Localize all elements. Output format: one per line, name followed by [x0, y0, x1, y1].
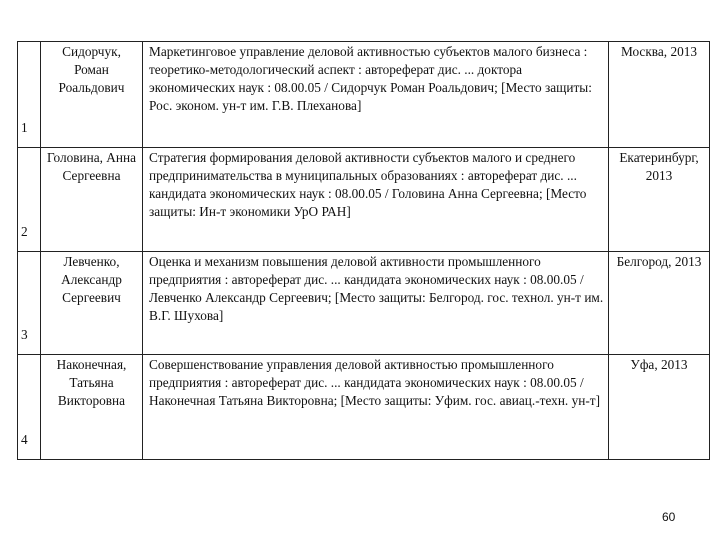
- place-year-cell: Москва, 2013: [609, 42, 710, 148]
- row-number: 2: [18, 148, 41, 252]
- title-cell: Оценка и механизм повышения деловой активности промышленного предприятия : автореферат дис. ... кандидата экономических наук : 08.00.05 / Левченко Александр Сергеевич; [Место защиты: Белгород. гос. технол. ун-т им. В.Г. Шухова]: [143, 252, 609, 355]
- title-cell: Совершенствование управления деловой активностью промышленного предприятия : автореферат дис. ... кандидата экономических наук : 08.00.05 / Наконечная Татьяна Викторовна; [Место защиты: Уфим. гос. авиац.-техн. ун-т]: [143, 355, 609, 460]
- table-row: [18, 355, 710, 460]
- author-cell: Сидорчук, Роман Роальдович: [41, 42, 143, 148]
- table-row: [18, 42, 710, 148]
- author-cell: Левченко, Александр Сергеевич: [41, 252, 143, 355]
- author-cell: Головина, Анна Сергеевна: [41, 148, 143, 252]
- table-row: [18, 148, 710, 252]
- title-cell: Стратегия формирования деловой активности субъектов малого и среднего предпринимательства в муниципальных образованиях : автореферат дис. ... кандидата экономических наук : 08.00.05 / Головина Анна Сергеевна; [Место защиты: Ин-т экономики УрО РАН]: [143, 148, 609, 252]
- page-number: 60: [662, 510, 676, 524]
- title-cell: Маркетинговое управление деловой активностью субъектов малого бизнеса : теоретико-методологический аспект : автореферат дис. ... доктора экономических наук : 08.00.05 / Сидорчук Роман Роальдович; [Место защиты: Рос. эконом. ун-т им. Г.В. Плеханова]: [143, 42, 609, 148]
- row-number: 4: [18, 355, 41, 460]
- place-year-cell: Екатеринбург, 2013: [609, 148, 710, 252]
- row-number: 1: [18, 42, 41, 148]
- bibliography-table: [17, 41, 710, 460]
- place-year-cell: Белгород, 2013: [609, 252, 710, 355]
- table-row: [18, 252, 710, 355]
- row-number: 3: [18, 252, 41, 355]
- author-cell: Наконечная, Татьяна Викторовна: [41, 355, 143, 460]
- place-year-cell: Уфа, 2013: [609, 355, 710, 460]
